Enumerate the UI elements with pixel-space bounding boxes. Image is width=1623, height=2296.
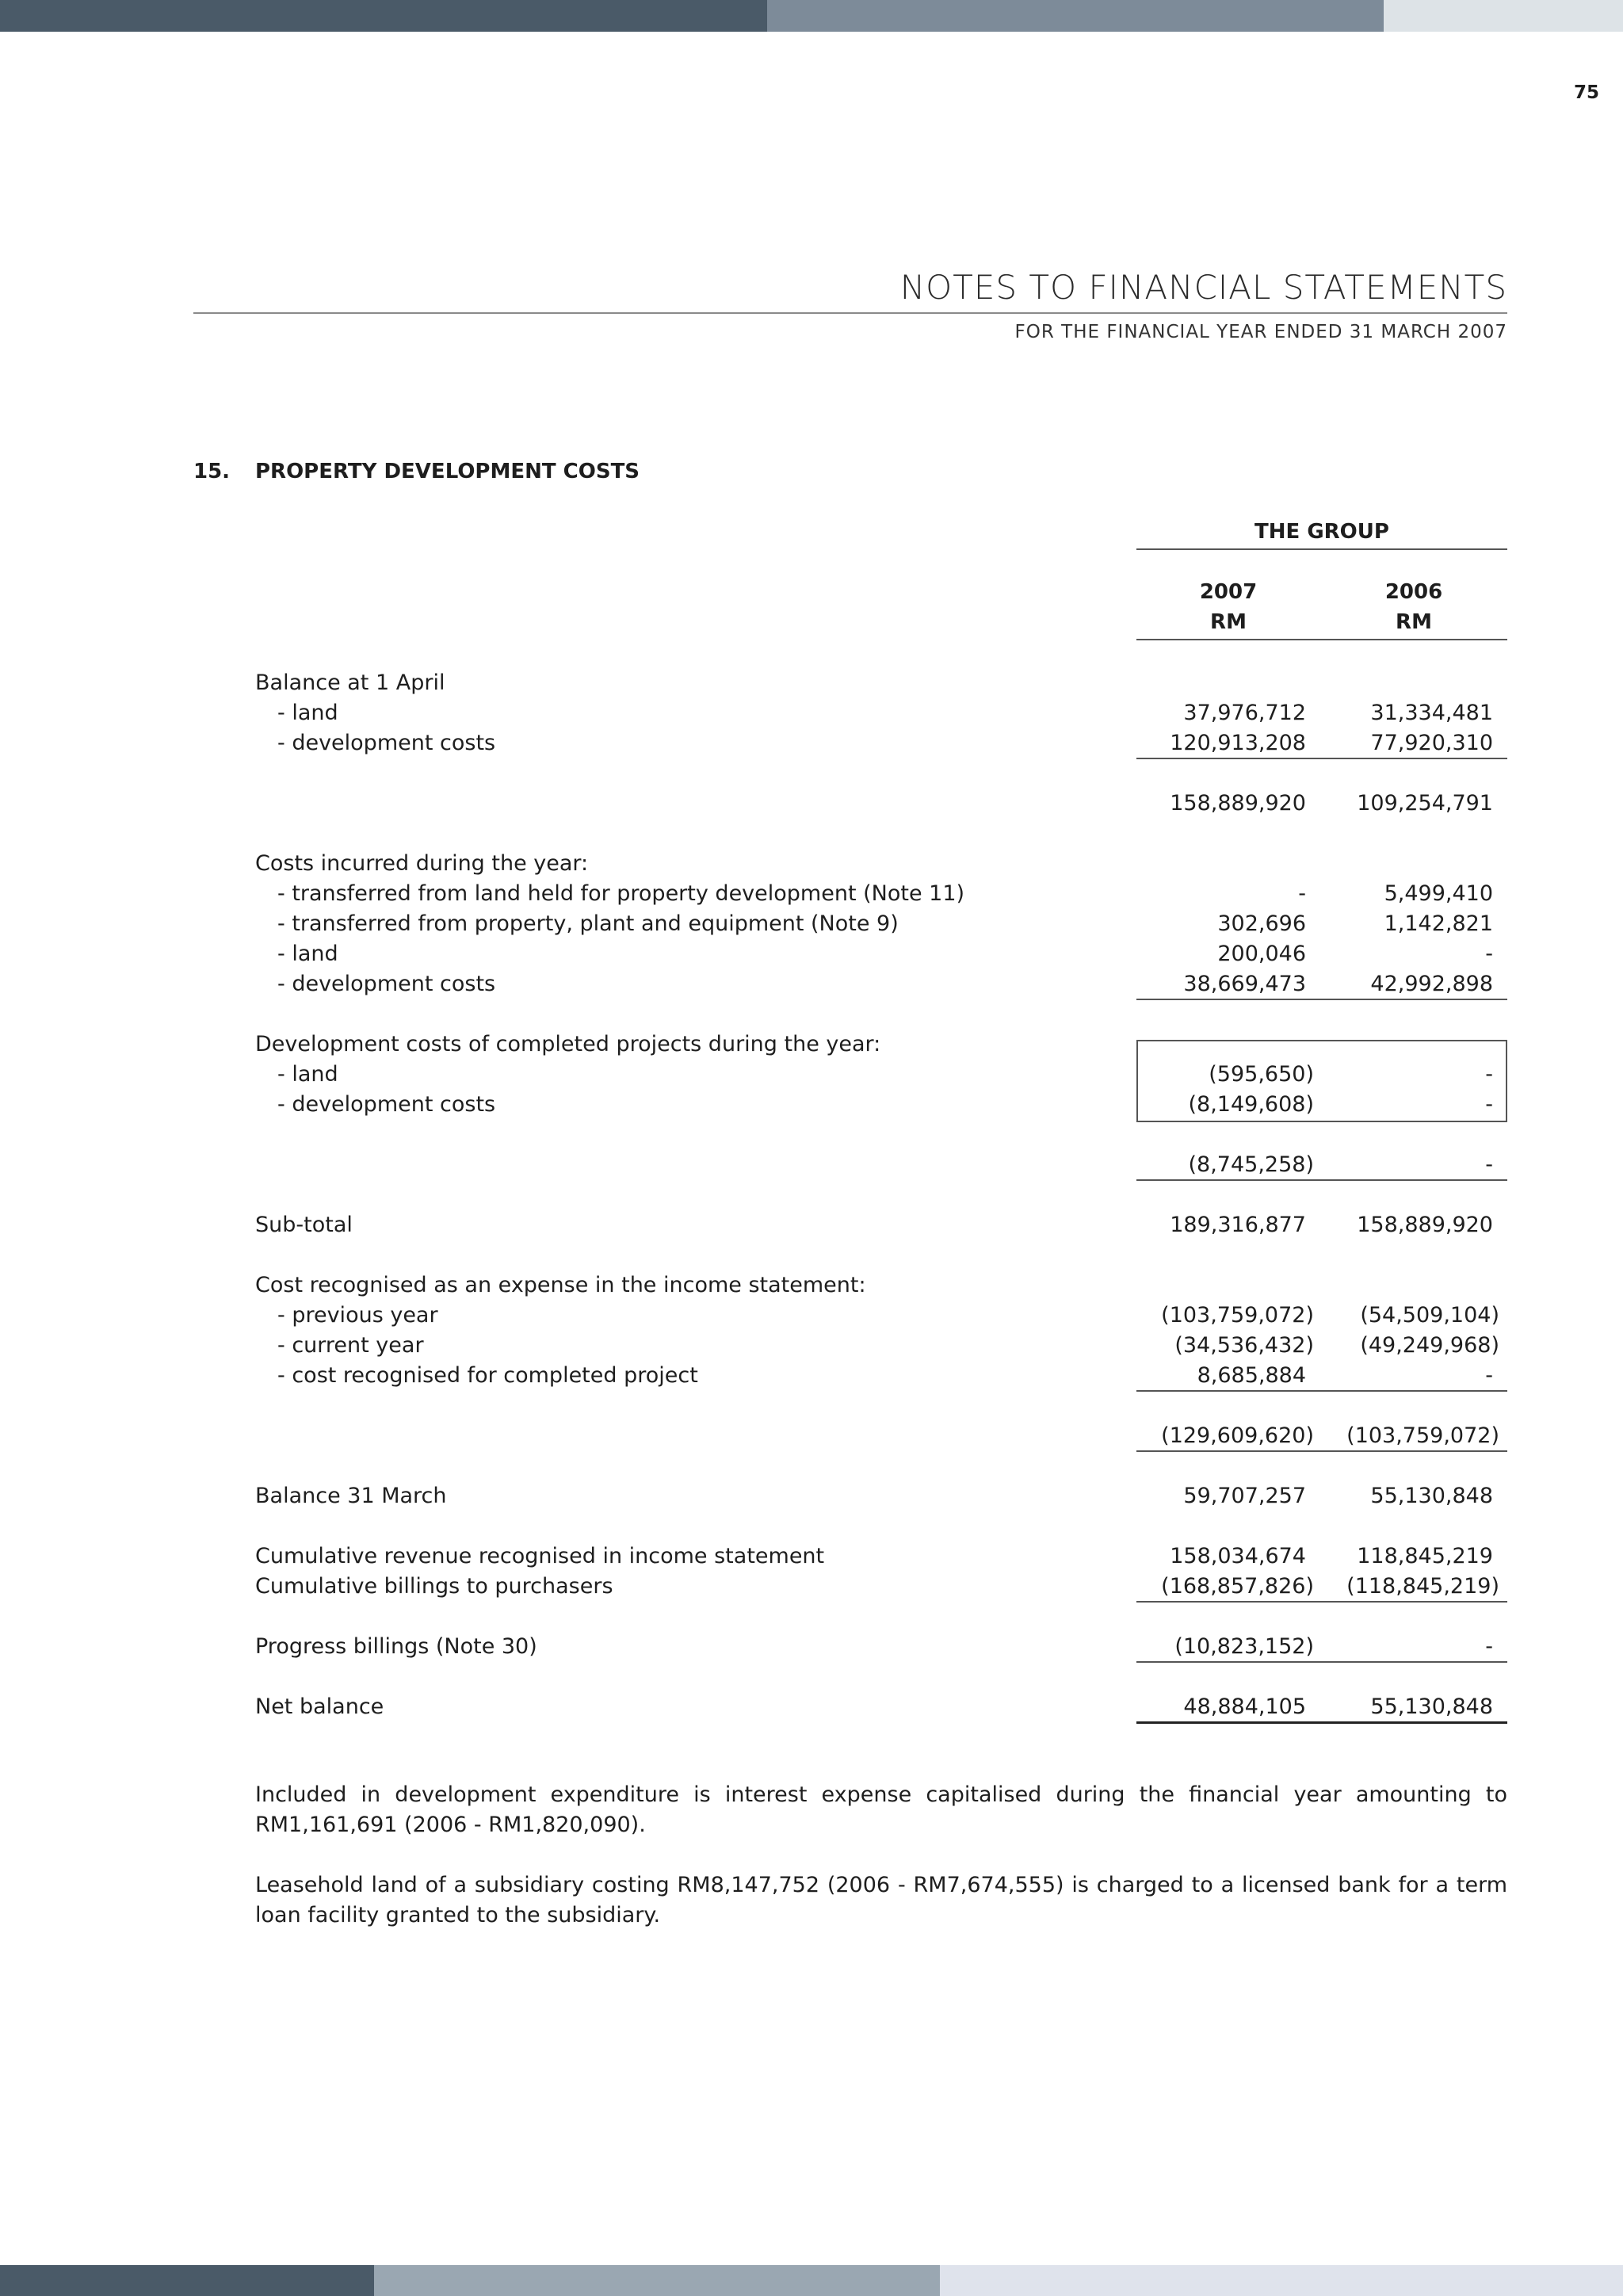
row-label: Cumulative revenue recognised in income statement bbox=[255, 1544, 825, 1568]
value-2007: 200,046 bbox=[1217, 942, 1306, 966]
row-label: - current year bbox=[277, 1333, 424, 1358]
subtotal-rule bbox=[1136, 1450, 1507, 1452]
value-2006: - bbox=[1485, 1062, 1493, 1087]
subtotal-rule bbox=[1136, 1390, 1507, 1392]
value-2007: 158,034,674 bbox=[1170, 1544, 1306, 1568]
value-2007: (8,745,258) bbox=[1188, 1152, 1314, 1177]
row-label: - transferred from land held for property development (Note 11) bbox=[277, 881, 965, 906]
value-2007: 302,696 bbox=[1217, 911, 1306, 936]
section-title: PROPERTY DEVELOPMENT COSTS bbox=[255, 460, 640, 483]
subtotal-rule bbox=[1136, 1661, 1507, 1663]
value-2007: 38,669,473 bbox=[1183, 972, 1306, 996]
value-2006: 158,889,920 bbox=[1357, 1213, 1493, 1237]
value-2007: 158,889,920 bbox=[1170, 791, 1306, 816]
bottom-band-mid bbox=[374, 2265, 940, 2296]
row-label: - development costs bbox=[277, 731, 496, 755]
value-2006: - bbox=[1485, 1634, 1493, 1659]
value-2007: (8,149,608) bbox=[1188, 1092, 1314, 1117]
header-rule bbox=[193, 312, 1507, 314]
subtotal-rule bbox=[1136, 1179, 1507, 1181]
value-2006: (118,845,219) bbox=[1346, 1574, 1499, 1599]
row-label: - development costs bbox=[277, 972, 496, 996]
header-subtitle: FOR THE FINANCIAL YEAR ENDED 31 MARCH 2007 bbox=[1014, 322, 1507, 342]
subtotal-rule bbox=[1136, 758, 1507, 759]
col-2007-year: 2007 bbox=[1199, 580, 1258, 604]
value-2007: (595,650) bbox=[1209, 1062, 1314, 1087]
value-2007: 48,884,105 bbox=[1183, 1694, 1306, 1719]
section-number: 15. bbox=[193, 460, 231, 483]
col-2006-unit: RM bbox=[1396, 610, 1432, 634]
value-2007: (10,823,152) bbox=[1174, 1634, 1314, 1659]
row-label: - land bbox=[277, 1062, 338, 1087]
value-2006: - bbox=[1485, 1363, 1493, 1388]
value-2006: 42,992,898 bbox=[1370, 972, 1493, 996]
row-label: Cost recognised as an expense in the income statement: bbox=[255, 1273, 866, 1297]
row-label: - land bbox=[277, 942, 338, 966]
col-2007-unit: RM bbox=[1210, 610, 1247, 634]
value-2007: 120,913,208 bbox=[1170, 731, 1306, 755]
value-2007: 8,685,884 bbox=[1197, 1363, 1306, 1388]
row-label: Balance at 1 April bbox=[255, 670, 445, 695]
row-label: - cost recognised for completed project bbox=[277, 1363, 698, 1388]
value-2007: 59,707,257 bbox=[1183, 1484, 1306, 1508]
value-2006: - bbox=[1485, 1152, 1493, 1177]
value-2006: 118,845,219 bbox=[1357, 1544, 1493, 1568]
value-2006: 1,142,821 bbox=[1384, 911, 1493, 936]
value-2007: 37,976,712 bbox=[1183, 701, 1306, 725]
value-2006: (54,509,104) bbox=[1360, 1303, 1499, 1328]
value-2006: 55,130,848 bbox=[1370, 1694, 1493, 1719]
note-paragraph: Leasehold land of a subsidiary costing RM8,147,752 (2006 - RM7,674,555) is charged to a licensed bank for a term loan facility granted to the subsidiary. bbox=[255, 1873, 1507, 1927]
note-paragraph: Included in development expenditure is interest expense capitalised during the financial year amounting to RM1,161,691 (2006 - RM1,820,090). bbox=[255, 1782, 1507, 1837]
row-label: Net balance bbox=[255, 1694, 384, 1719]
row-label: Costs incurred during the year: bbox=[255, 851, 589, 876]
top-band-light bbox=[1384, 0, 1623, 32]
value-2007: (34,536,432) bbox=[1174, 1333, 1314, 1358]
value-2006: - bbox=[1485, 942, 1493, 966]
value-2006: 109,254,791 bbox=[1357, 791, 1493, 816]
row-label: - previous year bbox=[277, 1303, 438, 1328]
value-2007: 189,316,877 bbox=[1170, 1213, 1306, 1237]
value-2006: - bbox=[1485, 1092, 1493, 1117]
value-2006: 55,130,848 bbox=[1370, 1484, 1493, 1508]
value-2006: 31,334,481 bbox=[1370, 701, 1493, 725]
group-header: THE GROUP bbox=[1254, 520, 1389, 544]
value-2007: (103,759,072) bbox=[1161, 1303, 1314, 1328]
row-label: - transferred from property, plant and equipment (Note 9) bbox=[277, 911, 899, 936]
bottom-band-light bbox=[940, 2265, 1623, 2296]
subtotal-rule bbox=[1136, 1601, 1507, 1603]
row-label: Development costs of completed projects during the year: bbox=[255, 1032, 881, 1056]
subtotal-rule bbox=[1136, 999, 1507, 1000]
row-label: - land bbox=[277, 701, 338, 725]
row-label: Sub-total bbox=[255, 1213, 353, 1237]
bottom-band-dark bbox=[0, 2265, 374, 2296]
row-label: Cumulative billings to purchasers bbox=[255, 1574, 613, 1599]
row-label: Balance 31 March bbox=[255, 1484, 447, 1508]
col-2006-year: 2006 bbox=[1384, 580, 1443, 604]
top-band-dark bbox=[0, 0, 767, 32]
value-2006: (49,249,968) bbox=[1360, 1333, 1499, 1358]
row-label: - development costs bbox=[277, 1092, 496, 1117]
top-band-mid bbox=[767, 0, 1384, 32]
value-2007: (129,609,620) bbox=[1161, 1423, 1314, 1448]
header-title: NOTES TO FINANCIAL STATEMENTS bbox=[899, 268, 1507, 307]
column-header-rule bbox=[1136, 639, 1507, 640]
page-number: 75 bbox=[1573, 82, 1599, 103]
total-rule bbox=[1136, 1721, 1507, 1724]
group-header-rule bbox=[1136, 548, 1507, 550]
value-2006: 5,499,410 bbox=[1384, 881, 1493, 906]
value-2007: - bbox=[1298, 881, 1306, 906]
row-label: Progress billings (Note 30) bbox=[255, 1634, 537, 1659]
value-2006: 77,920,310 bbox=[1370, 731, 1493, 755]
value-2006: (103,759,072) bbox=[1346, 1423, 1499, 1448]
value-2007: (168,857,826) bbox=[1161, 1574, 1314, 1599]
